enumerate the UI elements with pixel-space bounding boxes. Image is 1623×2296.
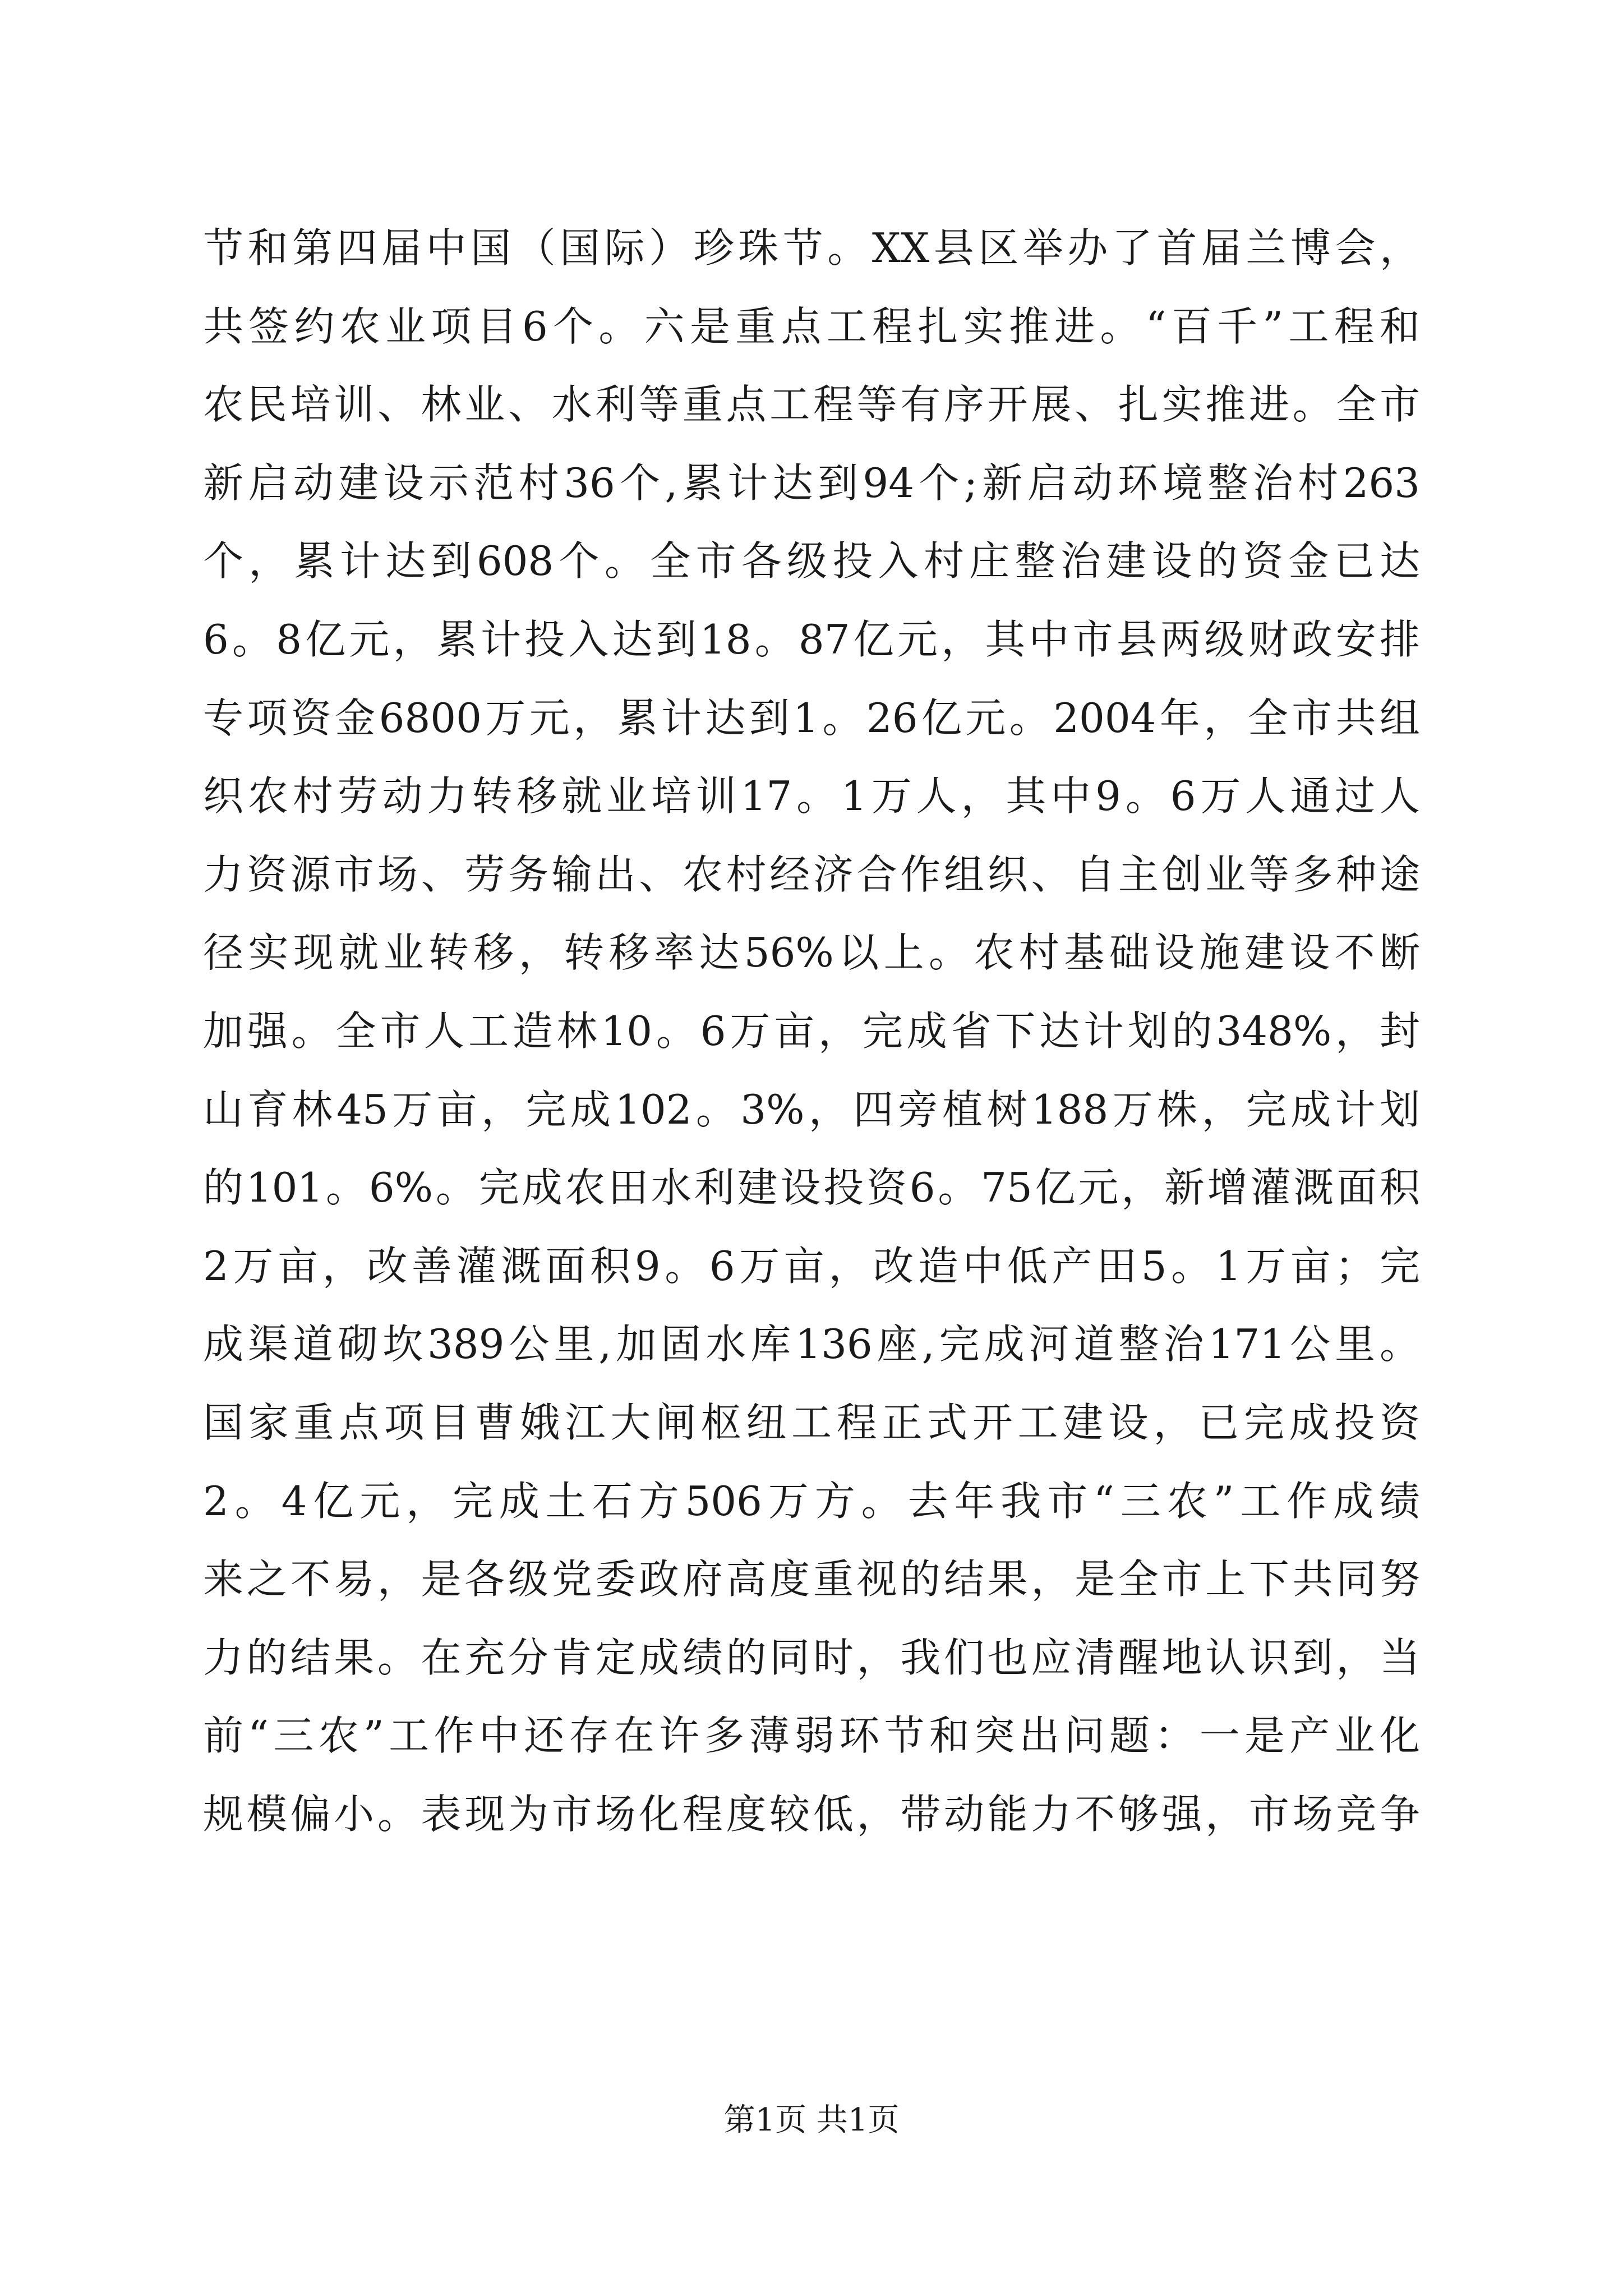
page-footer <box>0 2101 1623 2140</box>
text-line-18: 来之不易，是各级党委政府高度重视的结果，是全市上下共同努 <box>203 1556 1420 1603</box>
text-line-19: 力的结果。在充分肯定成绩的同时，我们也应清醒地认识到，当 <box>203 1634 1420 1681</box>
text-line-14: 2万亩，改善灌溉面积9。6万亩，改造中低产田5。1万亩；完 <box>203 1242 1420 1290</box>
document-body <box>203 209 1420 1853</box>
text-line-15: 成渠道砌坎389公里,加固水库136座,完成河道整治171公里。 <box>203 1320 1420 1368</box>
text-line-2: 共签约农业项目6个。六是重点工程扎实推进。“百千”工程和 <box>203 302 1420 350</box>
text-line-21: 规模偏小。表现为市场化程度较低，带动能力不够强，市场竞争 <box>203 1790 1420 1838</box>
text-line-12: 山育林45万亩，完成102。3%，四旁植树188万株，完成计划 <box>203 1085 1420 1133</box>
text-line-11: 加强。全市人工造林10。6万亩，完成省下达计划的348%，封 <box>203 1007 1420 1055</box>
text-line-7: 专项资金6800万元，累计达到1。26亿元。2004年，全市共组 <box>203 694 1420 742</box>
text-line-1: 节和第四届中国（国际）珍珠节。XX县区举办了首届兰博会， <box>203 224 1420 272</box>
text-line-6: 6。8亿元，累计投入达到18。87亿元，其中市县两级财政安排 <box>203 615 1420 663</box>
text-line-5: 个，累计达到608个。全市各级投入村庄整治建设的资金已达 <box>203 537 1420 585</box>
text-line-8: 织农村劳动力转移就业培训17。1万人，其中9。6万人通过人 <box>203 772 1420 820</box>
text-line-13: 的101。6%。完成农田水利建设投资6。75亿元，新增灌溉面积 <box>203 1164 1420 1212</box>
text-line-10: 径实现就业转移，转移率达56%以上。农村基础设施建设不断 <box>203 929 1420 977</box>
text-line-17: 2。4亿元，完成土石方506万方。去年我市“三农”工作成绩 <box>203 1477 1420 1525</box>
text-line-3: 农民培训、林业、水利等重点工程等有序开展、扎实推进。全市 <box>203 381 1420 429</box>
text-line-9: 力资源市场、劳务输出、农村经济合作组织、自主创业等多种途 <box>203 850 1420 898</box>
text-line-20: 前“三农”工作中还存在许多薄弱环节和突出问题：一是产业化 <box>203 1712 1420 1760</box>
text-line-16: 国家重点项目曹娥江大闸枢纽工程正式开工建设，已完成投资 <box>203 1398 1420 1446</box>
text-line-4: 新启动建设示范村36个,累计达到94个;新启动环境整治村263 <box>203 459 1420 507</box>
page-number-label: 第1页 共1页 <box>723 2102 900 2138</box>
